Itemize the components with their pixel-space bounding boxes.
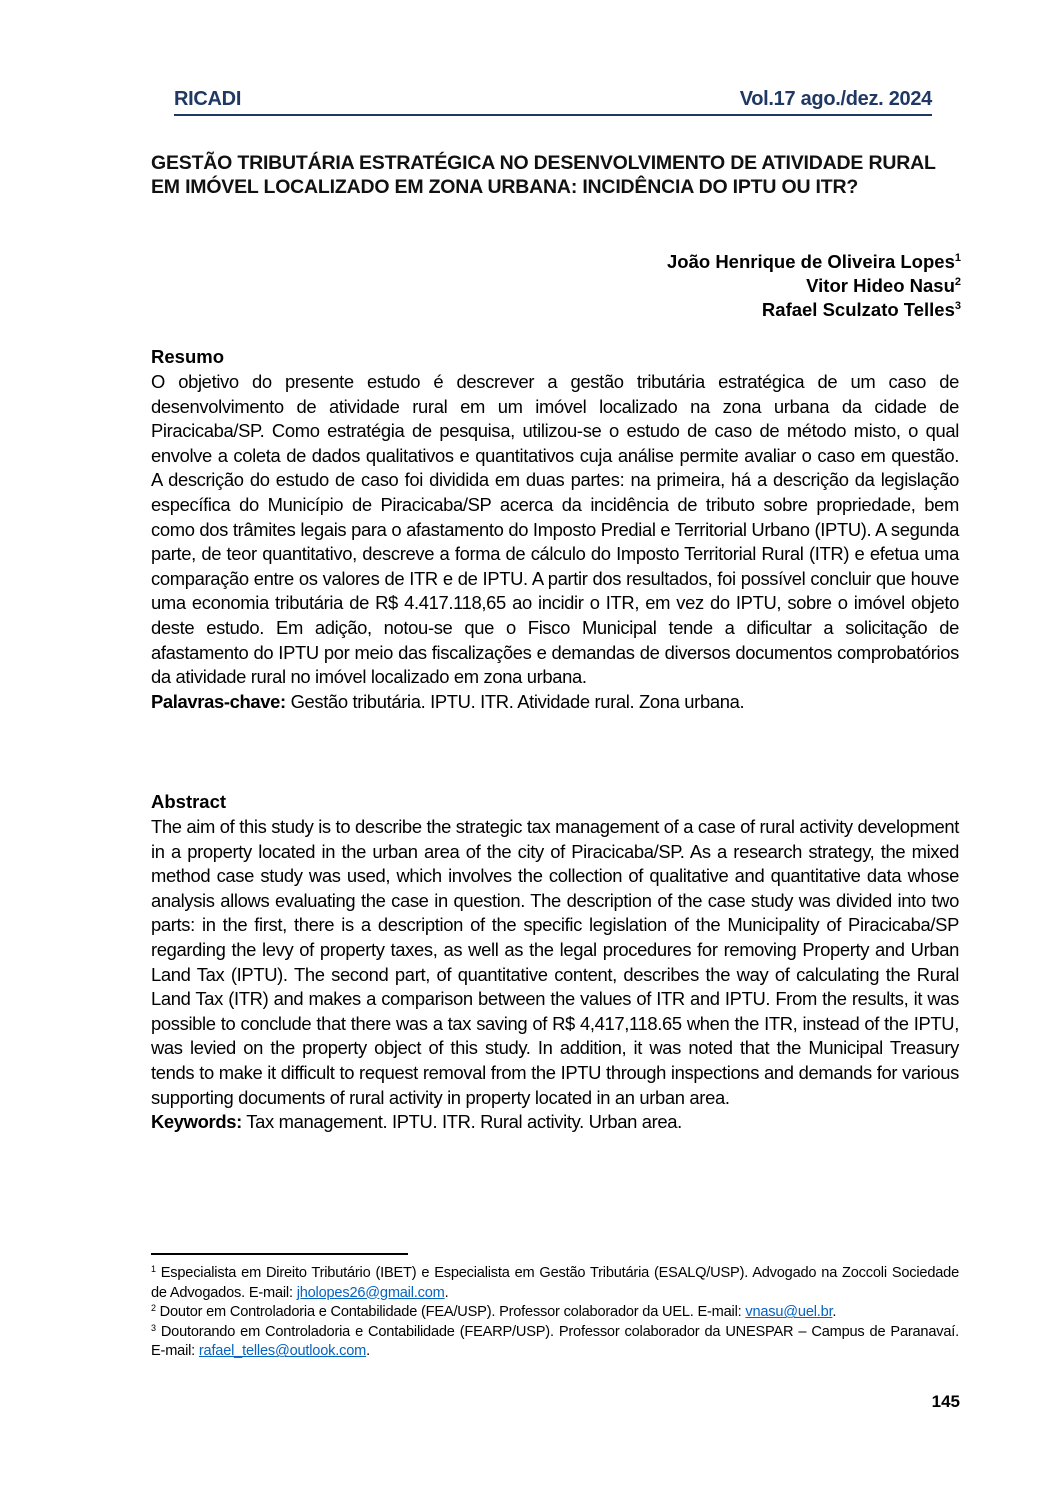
footnote-mark: 1 <box>954 252 961 264</box>
author-list <box>667 250 961 322</box>
abstract-section <box>151 815 959 1135</box>
footnote-separator <box>151 1253 408 1255</box>
journal-name: RICADI <box>174 88 242 110</box>
author: Rafael Sculzato Telles$^3$ <box>761 299 961 320</box>
keywords-label: Keywords: <box>151 1111 242 1133</box>
email-link[interactable]: jholopes26@gmail.com <box>296 1284 445 1301</box>
running-header <box>174 88 932 116</box>
footnote-mark: 3 <box>954 300 961 312</box>
page-number: 145 <box>931 1392 960 1411</box>
footnotes <box>151 1264 959 1362</box>
volume-info: Vol.17 ago./dez. 2024 <box>739 88 932 110</box>
footnote-mark: 2 <box>954 276 961 288</box>
abstract-keywords: Keywords: Tax management. IPTU. ITR. Rural activity. Urban area. <box>151 1111 682 1133</box>
keywords-label: Palavras-chave: <box>151 690 286 712</box>
paper-title: GESTÃO TRIBUTÁRIA ESTRATÉGICA NO DESENVOLVIMENTO DE ATIVIDADE RURAL EM IMÓVEL LOCALIZADO EM ZONA URBANA: INCIDÊNCIA DO IPTU OU ITR? <box>151 152 936 198</box>
author: Vitor Hideo Nasu$^2$ <box>806 275 961 296</box>
footnote-2: $^2$ Doutor em Controladoria e Contabilidade (FEA/USP). Professor colaborador da UEL. E-mail: vnasu@uel.br. <box>151 1303 837 1321</box>
abstract-heading: Abstract <box>151 791 227 812</box>
email-link[interactable]: vnasu@uel.br <box>745 1304 833 1321</box>
footnote-1: $^1$ Especialista em Direito Tributário (IBET) e Especialista em Gestão Tributária (ESALQ/USP). Advogado na Zoccoli Sociedade de Advogados. E-mail: jholopes26@gmail.com. <box>151 1264 959 1301</box>
email-link[interactable]: rafael_telles@outlook.com <box>198 1343 367 1360</box>
resumo-text: O objetivo do presente estudo é descrever a gestão tributária estratégica de um caso de desenvolvimento de atividade rural em um imóvel localizado na zona urbana da cidade de Piracicaba/SP. Como estratégia de pesquisa, utilizou-se o estudo de caso de método misto, o qual envolve a coleta de dados qualitativos e quantitativos cuja análise permite avaliar o caso em questão. A descrição do estudo de caso foi dividida em duas partes: na primeira, há a descrição da legislação específica do Município de Piracicaba/SP acerca da incidência de tributo sobre propriedade, bem como dos trâmites legais para o afastamento do Imposto Predial e Territorial Urbano (IPTU). A segunda parte, de teor quantitativo, descreve a forma de cálculo do Imposto Territorial Rural (ITR) e efetua uma comparação entre os valores de ITR e de IPTU. A partir dos resultados, foi possível concluir que houve uma economia tributária de R$ 4.417.118,65 ao incidir o ITR, em vez do IPTU, sobre o imóvel objeto deste estudo. Em adição, notou-se que o Fisco Municipal tende a dificultar a solicitação de afastamento do IPTU por meio das fiscalizações e demandas de diversos documentos comprobatórios da atividade rural no imóvel localizado em zona urbana. <box>151 371 959 688</box>
abstract-text: The aim of this study is to describe the strategic tax management of a case of rural activity development in a property located in the urban area of the city of Piracicaba/SP. As a research strategy, the mixed method case study was used, which involves the collection of qualitative and quantitative data whose analysis allows evaluating the case in question. The description of the case study was divided into two parts: in the first, there is a description of the specific legislation of the Municipality of Piracicaba/SP regarding the levy of property taxes, as well as the legal procedures for removing Property and Urban Land Tax (IPTU). The second part, of quantitative content, describes the way of calculating the Rural Land Tax (ITR) and makes a comparison between the values of ITR and IPTU. From the results, it was possible to conclude that there was a tax saving of R$ 4,417,118.65 when the ITR, instead of the IPTU, was levied on the property object of this study. In addition, it was noted that the Municipal Treasury tends to make it difficult to request removal from the IPTU through inspections and demands for various supporting documents of rural activity in property located in an urban area. <box>151 816 959 1108</box>
author: João Henrique de Oliveira Lopes$^1$ <box>667 251 961 272</box>
resumo-section <box>151 370 959 714</box>
resumo-heading: Resumo <box>151 346 224 367</box>
resumo-keywords: Palavras-chave: Gestão tributária. IPTU. ITR. Atividade rural. Zona urbana. <box>151 690 745 712</box>
footnote-3: $^3$ Doutorando em Controladoria e Contabilidade (FEARP/USP). Professor colaborador da UNESPAR – Campus de Paranavaí. E-mail: rafael_telles@outlook.com. <box>151 1322 959 1360</box>
